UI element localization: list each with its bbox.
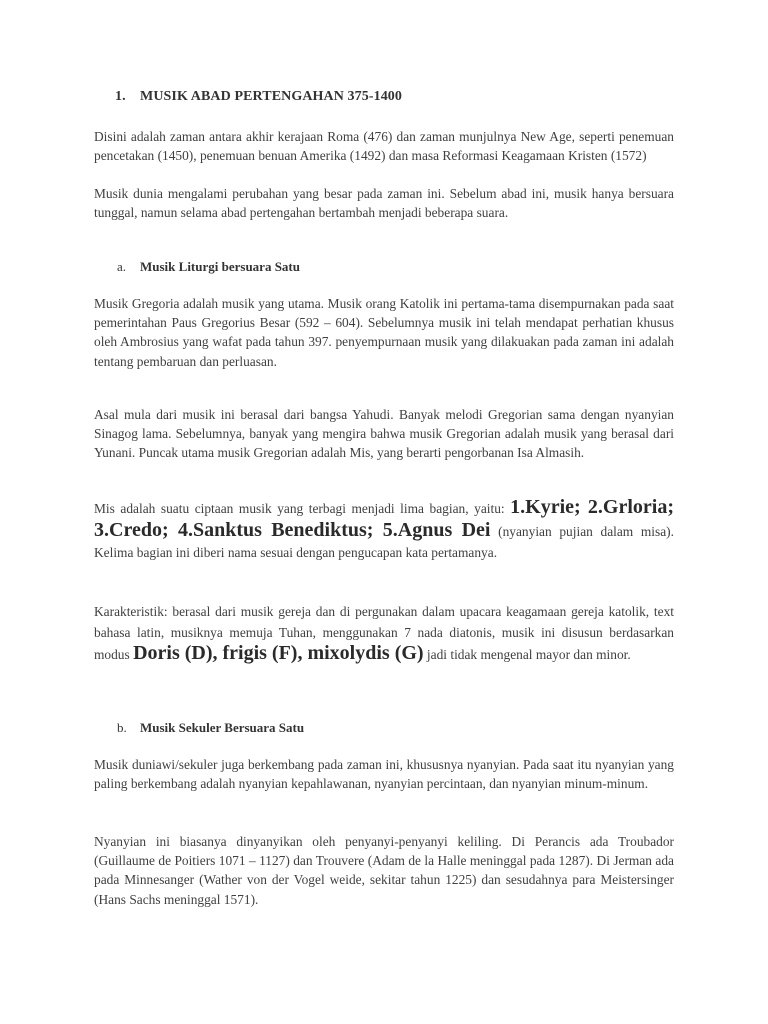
subsection-heading — [117, 720, 304, 736]
mass-parts-list: 1.Kyrie; 2.Grloria; 3.Credo; 4.Sanktus Benediktus; 5.Agnus Dei — [94, 496, 674, 541]
paragraph — [94, 184, 674, 222]
modes-list: Doris (D), frigis (F), mixolydis (G) — [133, 642, 424, 664]
subsection-letter: a. — [117, 259, 127, 274]
paragraph — [94, 127, 674, 165]
subsection-heading — [117, 259, 300, 275]
paragraph-text: Mis adalah suatu ciptaan musik yang terbagi menjadi lima bagian, yaitu: — [94, 501, 511, 516]
paragraph-text: Musik Gregoria adalah musik yang utama. Musik orang Katolik ini pertama-tama disempurnakan pada saat pemerintahan Paus Gregorius Besar (592 – 604). Sebelumnya musik ini telah mendapat perhatian khusus oleh Ambrosius yang wafat pada tahun 397. penyempurnaan musik yang dilakuakan pada zaman ini adalah tentang pembaruan dan perluasan. — [94, 296, 674, 369]
paragraph-text: jadi tidak mengenal mayor dan minor. — [423, 647, 631, 662]
paragraph-text: Karakteristik: berasal dari musik gereja dan di pergunakan dalam upacara keagamaan gereja katolik, text bahasa latin, musiknya memuja Tuhan, menggunakan 7 nada diatonis, musik ini disusun berdasarkan modus — [94, 604, 674, 662]
subsection-title: Musik Liturgi bersuara Satu — [140, 259, 300, 274]
paragraph-text: Disini adalah zaman antara akhir kerajaan Roma (476) dan zaman munjulnya New Age, seperti penemuan pencetakan (1450), penemuan benuan Amerika (1492) dan masa Reformasi Keagamaan Kristen (1572) — [94, 129, 674, 164]
paragraph — [94, 405, 674, 463]
section-title: MUSIK ABAD PERTENGAHAN 375-1400 — [140, 89, 403, 104]
paragraph — [94, 294, 674, 371]
paragraph-text: (nyanyian pujian dalam misa). Kelima bagian ini diberi nama sesuai dengan pengucapan kata pertamanya. — [94, 523, 674, 560]
subsection-letter: b. — [117, 720, 127, 735]
paragraph-characteristics — [94, 602, 674, 666]
section-heading — [115, 89, 402, 105]
section-number: 1. — [115, 89, 126, 104]
paragraph — [94, 755, 674, 793]
paragraph — [94, 832, 674, 909]
paragraph-text: Musik dunia mengalami perubahan yang besar pada zaman ini. Sebelum abad ini, musik hanya bersuara tunggal, namun selama abad pertengahan bertambah menjadi beberapa suara. — [94, 186, 674, 221]
paragraph-text: Asal mula dari musik ini berasal dari bangsa Yahudi. Banyak melodi Gregorian sama dengan nyanyian Sinagog lama. Sebelumnya, banyak yang mengira bahwa musik Gregorian adalah musik yang berasal dari Yunani. Puncak utama musik Gregorian adalah Mis, yang berarti pengorbanan Isa Almasih. — [94, 407, 674, 461]
subsection-title: Musik Sekuler Bersuara Satu — [140, 720, 305, 735]
paragraph-mass-parts — [94, 497, 674, 564]
paragraph-text: Nyanyian ini biasanya dinyanyikan oleh penyanyi-penyanyi keliling. Di Perancis ada Troubador (Guillaume de Poitiers 1071 – 1127) dan Trouvere (Adam de la Halle meninggal pada 1287). Di Jerman ada pada Minnesanger (Wather von der Vogel weide, sekitar tahun 1225) dan sesudahnya para Meistersinger (Hans Sachs meninggal 1571). — [94, 834, 674, 907]
paragraph-text: Musik duniawi/sekuler juga berkembang pada zaman ini, khususnya nyanyian. Pada saat itu nyanyian yang paling berkembang adalah nyanyian kepahlawanan, nyanyian percintaan, dan nyanyian minum-minum. — [94, 757, 674, 792]
